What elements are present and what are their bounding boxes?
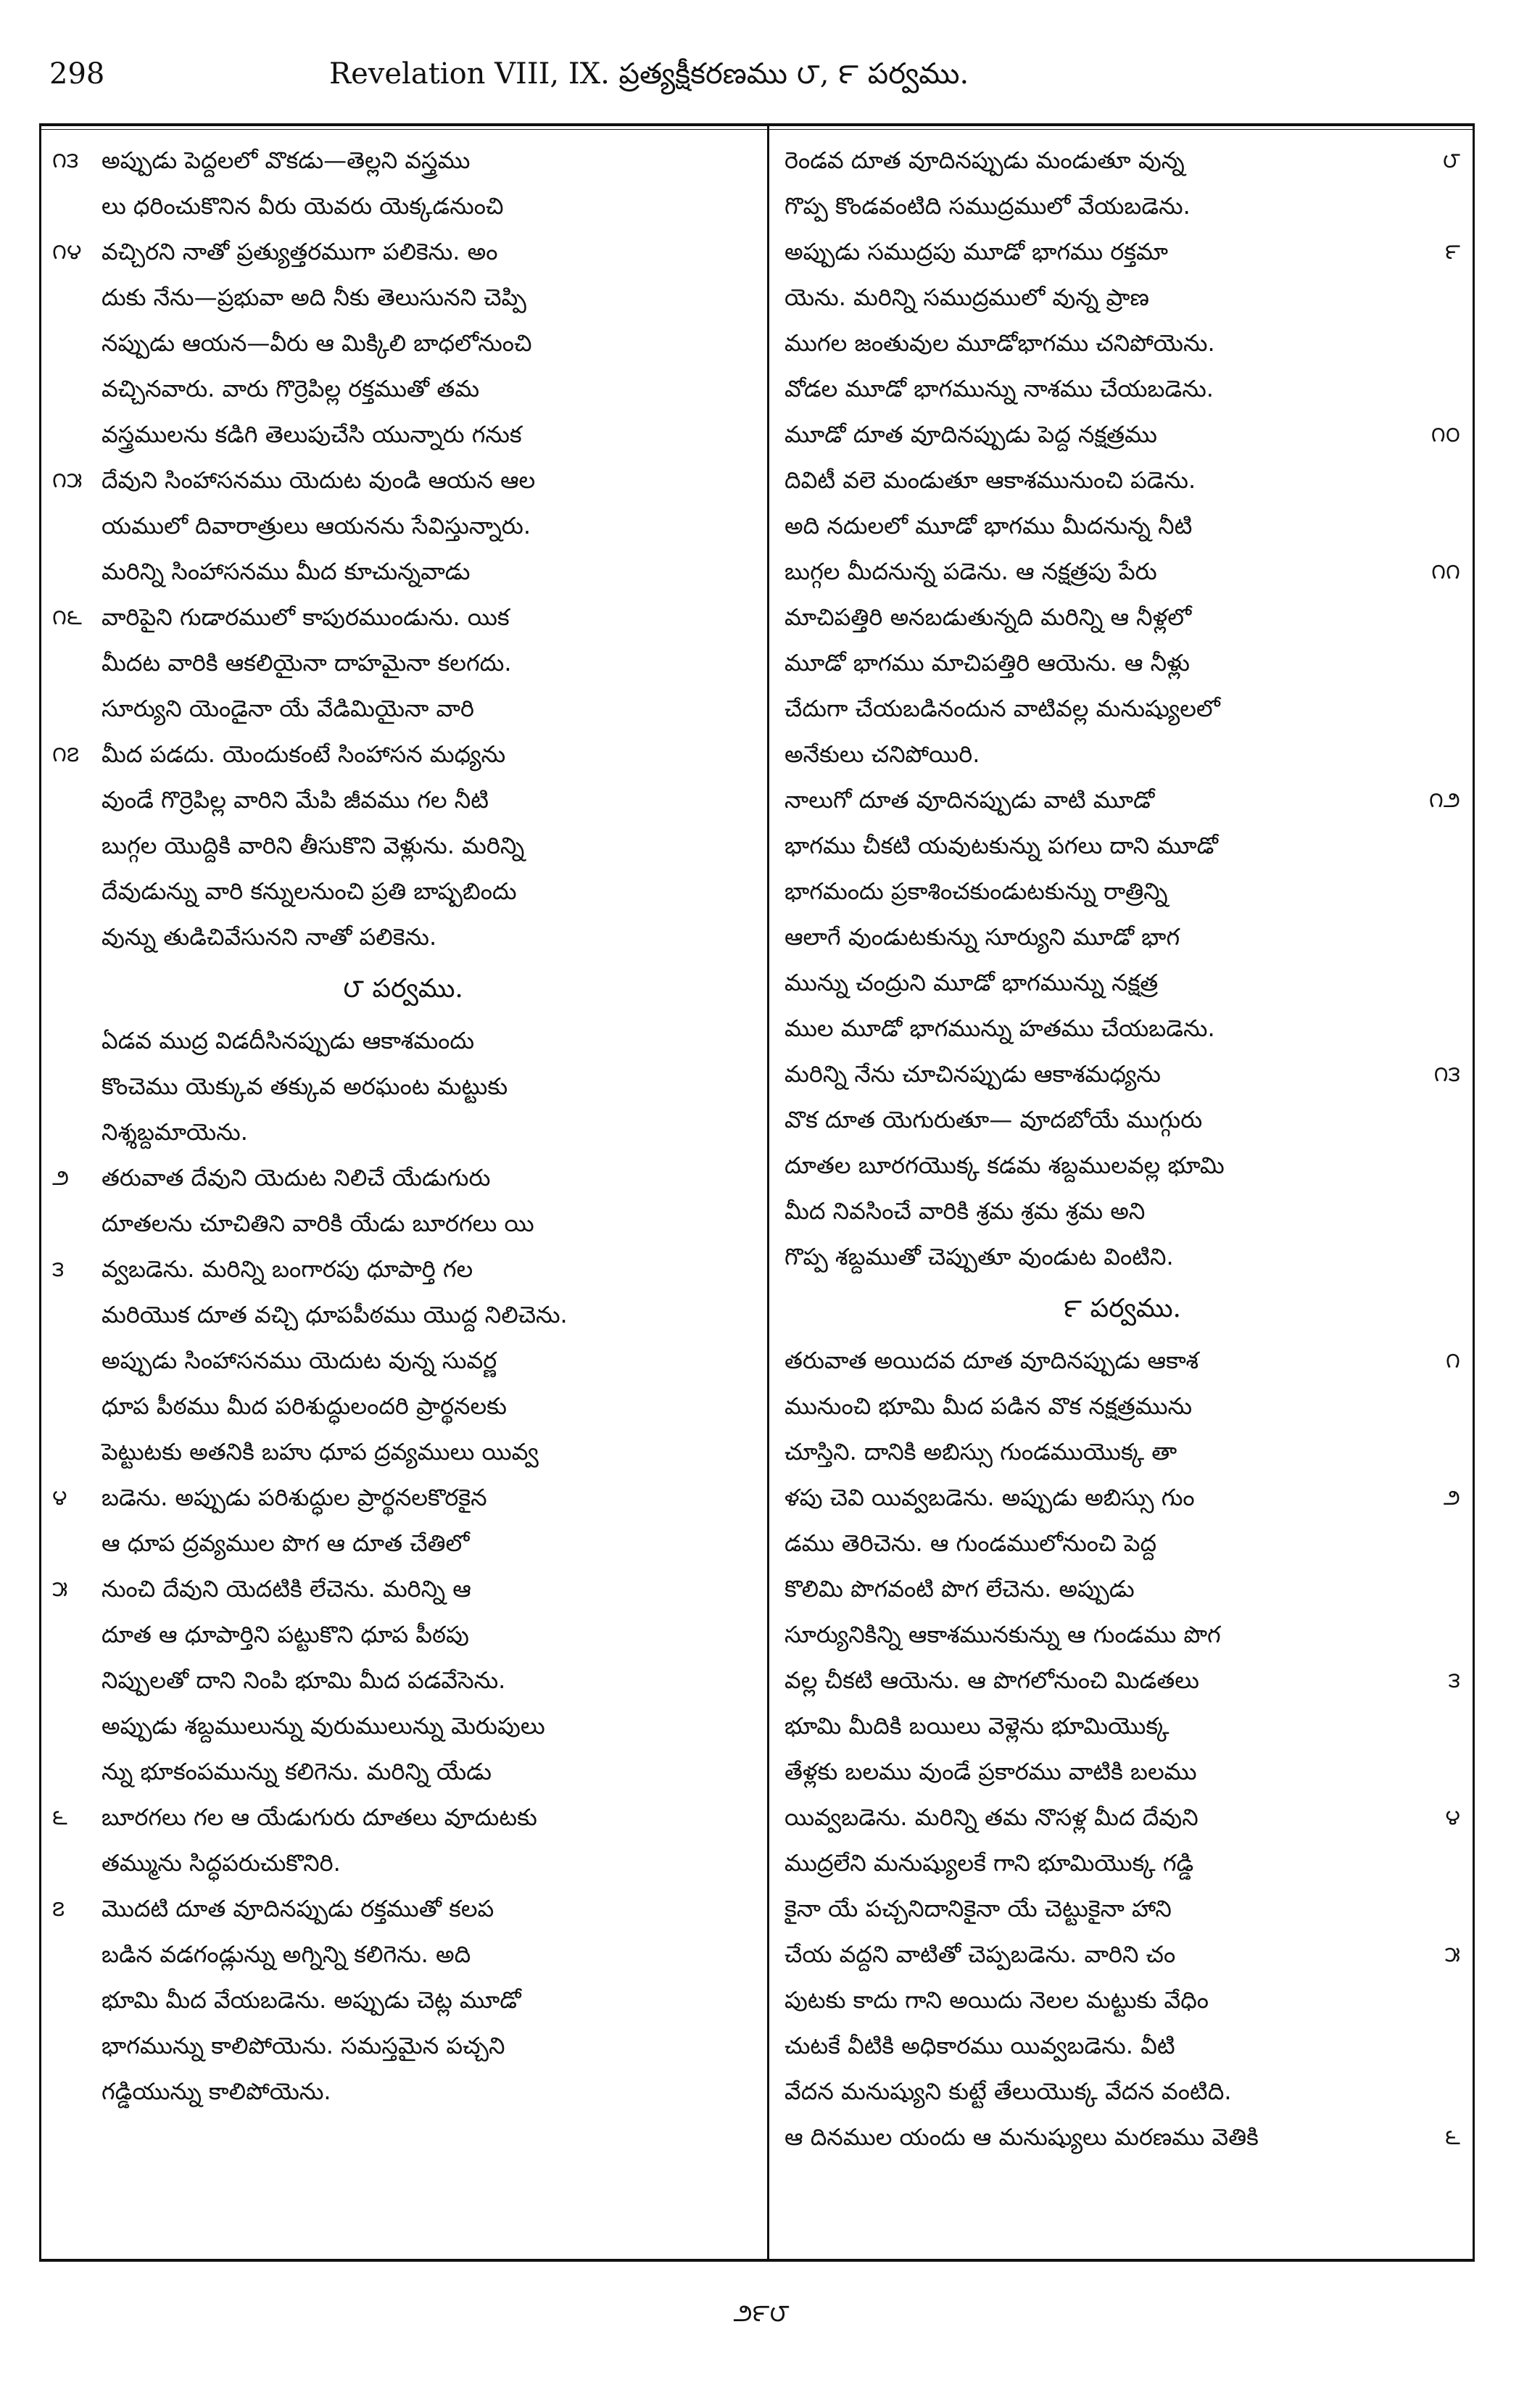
page-header	[39, 45, 1496, 103]
line-text: భాగము చీకటి యవుటకున్ను పగలు దాని మూడో	[785, 832, 1218, 859]
line-text: డము తెరిచెను. ఆ గుండములోనుంచి పెద్ద	[785, 1529, 1157, 1557]
line-text: పెట్టుటకు అతనికి బహు ధూప ద్రవ్యములు యివ్వ	[102, 1438, 539, 1466]
line-text: బుగ్గల యొద్దికి వారిని తీసుకొని వెళ్లును. మరిన్ని	[102, 832, 525, 859]
line-text: పుటకు కాదు గాని అయిదు నెలల మట్టుకు వేధిం	[785, 1986, 1209, 2014]
verse-number: ౩	[1448, 1668, 1460, 1693]
line-text: వచ్చినవారు. వారు గొర్రెపిల్ల రక్తముతో తమ	[102, 375, 480, 402]
text-line	[52, 1247, 754, 1292]
text-line	[52, 1201, 754, 1247]
text-line	[785, 503, 1460, 549]
text-line	[785, 1097, 1460, 1143]
line-text: బడెను. అప్పుడు పరిశుద్ధుల ప్రార్థనలకొరకైన	[102, 1484, 487, 1511]
line-text: వచ్చిరని నాతో ప్రత్యుత్తరముగా పలికెను. అం	[102, 238, 498, 265]
chapter-heading: ౯ పర్వము.	[1064, 1294, 1181, 1323]
text-line	[785, 640, 1460, 686]
text-line	[52, 1429, 754, 1475]
text-line	[52, 412, 754, 458]
line-text: మీద పడదు. యెందుకంటే సింహాసన మధ్యను	[102, 740, 506, 768]
verse-number: ౮	[1442, 148, 1460, 173]
text-line	[52, 640, 754, 686]
text-line	[52, 1749, 754, 1795]
text-line	[52, 777, 754, 823]
line-text: వ్వబడెను. మరిన్ని బంగారపు ధూపార్తి గల	[102, 1255, 473, 1283]
line-text: మాచిపత్తిరి అనబడుతున్నది మరిన్ని ఆ నీళ్లలో	[785, 603, 1192, 631]
line-text: యివ్వబడెను. మరిన్ని తమ నొసళ్ల మీద దేవుని	[785, 1803, 1199, 1831]
text-line	[785, 1703, 1460, 1749]
verse-number: ౧౩	[1433, 1062, 1460, 1087]
text-line	[785, 321, 1460, 366]
text-line	[52, 1566, 754, 1612]
line-text: వేదన మనుష్యుని కుట్టే తేలుయొక్క వేదన వంటిది.	[785, 2078, 1232, 2105]
text-line	[785, 183, 1460, 229]
text-line	[52, 1977, 754, 2023]
line-text: గొప్ప కొండవంటిది సముద్రములో వేయబడెను.	[785, 192, 1191, 220]
text-line	[785, 777, 1460, 823]
line-text: భూమి మీద వేయబడెను. అప్పుడు చెట్ల మూడో	[102, 1986, 521, 2014]
line-text: ఆలాగే వుండుటకున్ను సూర్యుని మూడో భాగ	[785, 923, 1180, 951]
line-text: మూడో భాగము మాచిపత్తిరి ఆయెను. ఆ నీళ్లు	[785, 649, 1190, 677]
line-text: వున్ను తుడిచివేసునని నాతో పలికెను.	[102, 923, 437, 951]
line-text: వుండే గొర్రెపిల్ల వారిని మేపి జీవము గల నీటి	[102, 786, 489, 814]
text-line	[785, 1006, 1460, 1051]
text-line	[785, 1429, 1460, 1475]
text-line	[52, 1521, 754, 1566]
text-line	[52, 1612, 754, 1658]
line-text: రెండవ దూత వూదినప్పుడు మండుతూ వున్న	[785, 146, 1185, 174]
line-text: బూరగలు గల ఆ యేడుగురు దూతలు వూదుటకు	[102, 1803, 537, 1831]
line-text: యములో దివారాత్రులు ఆయనను సేవిస్తున్నారు.	[102, 512, 531, 540]
line-text: ముల మూడో భాగమున్ను హతము చేయబడెను.	[785, 1014, 1215, 1042]
line-text: బడిన వడగండ్లున్ను అగ్నిన్ని కలిగెను. అది	[102, 1941, 471, 1968]
verse-number: ౨	[1443, 1485, 1460, 1510]
text-line	[785, 960, 1460, 1006]
text-line	[52, 686, 754, 732]
line-text: న్ను భూకంపమున్ను కలిగెను. మరిన్ని యేడు	[102, 1758, 492, 1785]
line-text: దివిటీ వలె మండుతూ ఆకాశమునుంచి పడెను.	[785, 466, 1196, 494]
text-line	[785, 1932, 1460, 1977]
text-line	[785, 1886, 1460, 1932]
text-line	[52, 458, 754, 503]
line-text: తరువాత అయిదవ దూత వూదినప్పుడు ఆకాశ	[785, 1347, 1199, 1374]
text-line	[785, 1338, 1460, 1384]
line-text: చేదుగా చేయబడినందున వాటివల్ల మనుష్యులలో	[785, 695, 1220, 722]
line-text: మరియొక దూత వచ్చి ధూపపీఠము యొద్ద నిలిచెను.	[102, 1301, 568, 1328]
line-text: వొక దూత యెగురుతూ— వూదబోయే ముగ్గురు	[785, 1106, 1203, 1133]
line-text: అనేకులు చనిపోయిరి.	[785, 740, 980, 768]
line-text: అప్పుడు పెద్దలలో వొకడు—తెల్లని వస్త్రము	[102, 146, 471, 174]
verse-number: ౧౫	[52, 468, 83, 493]
text-line	[52, 1932, 754, 1977]
text-line	[52, 1795, 754, 1840]
line-text: దేవుడున్ను వారి కన్నులనుంచి ప్రతి బాష్పబిందు	[102, 877, 517, 905]
text-line	[52, 321, 754, 366]
text-line	[785, 138, 1460, 183]
text-line	[52, 2069, 754, 2115]
line-text: నాలుగో దూత వూదినప్పుడు వాటి మూడో	[785, 786, 1155, 814]
top-rule-thin	[39, 129, 1475, 130]
line-text: ముగల జంతువుల మూడోభాగము చనిపోయెను.	[785, 329, 1215, 357]
verse-number: ౭	[52, 1896, 65, 1922]
text-line	[785, 1521, 1460, 1566]
verse-number: ౪	[52, 1485, 67, 1510]
chapter-heading: ౮ పర్వము.	[343, 974, 463, 1004]
text-line	[52, 1384, 754, 1429]
verse-number: ౪	[1445, 1805, 1460, 1830]
right-border	[1473, 123, 1475, 2262]
line-text: బుగ్గల మీదనున్న పడెను. ఆ నక్షత్రపు పేరు	[785, 558, 1157, 585]
verse-number: ౧౭	[52, 742, 80, 767]
text-line	[785, 229, 1460, 275]
verse-number: ౫	[1444, 1942, 1460, 1967]
column-divider	[767, 123, 769, 2262]
text-line	[785, 1977, 1460, 2023]
text-line	[785, 1566, 1460, 1612]
text-line	[785, 1658, 1460, 1703]
line-text: మున్ను చంద్రుని మూడో భాగమున్ను నక్షత్ర	[785, 969, 1159, 996]
verse-number: ౩	[52, 1257, 65, 1282]
text-line	[785, 595, 1460, 640]
line-text: యెను. మరిన్ని సముద్రములో వున్న ప్రాణ	[785, 284, 1149, 311]
verse-number: ౧౦	[1431, 422, 1460, 447]
text-line	[52, 229, 754, 275]
verse-number: ౧	[1446, 1348, 1460, 1373]
line-text: దేవుని సింహాసనము యెదుట వుండి ఆయన ఆల	[102, 466, 536, 494]
text-line	[52, 138, 754, 183]
line-text: మునుంచి భూమి మీద పడిన వొక నక్షత్రమును	[785, 1392, 1193, 1420]
verse-number: ౧౩	[52, 148, 79, 173]
text-line	[52, 1109, 754, 1155]
text-line	[785, 2069, 1460, 2115]
verse-number: ౬	[52, 1805, 67, 1830]
line-text: మొదటి దూత వూదినప్పుడు రక్తముతో కలప	[102, 1895, 494, 1922]
left-column	[52, 138, 754, 2252]
line-text: భాగమున్ను కాలిపోయెను. సమస్తమైన పచ్చని	[102, 2032, 505, 2059]
text-line	[52, 1886, 754, 1932]
verse-number: ౧౬	[52, 605, 82, 630]
verse-number: ౨	[52, 1165, 70, 1191]
line-text: ఆ దినముల యందు ఆ మనుష్యులు మరణము వెతికి	[785, 2123, 1259, 2151]
text-line	[52, 1155, 754, 1201]
text-line	[52, 183, 754, 229]
text-line	[785, 366, 1460, 412]
line-text: మూడో దూత వూదినప్పుడు పెద్ద నక్షత్రము	[785, 421, 1157, 448]
line-text: అప్పుడు సముద్రపు మూడో భాగము రక్తమా	[785, 238, 1169, 265]
text-line	[52, 914, 754, 960]
text-line	[785, 1475, 1460, 1521]
line-text: మీద నివసించే వారికి శ్రమ శ్రమ శ్రమ అని	[785, 1197, 1146, 1225]
line-text: నిశ్శబ్దమాయెను.	[102, 1118, 248, 1146]
text-line	[52, 1840, 754, 1886]
line-text: లు ధరించుకొనిన వీరు యెవరు యెక్కడనుంచి	[102, 192, 504, 220]
line-text: మీదట వారికి ఆకలియైనా దాహమైనా కలగదు.	[102, 649, 512, 677]
text-line	[785, 1840, 1460, 1886]
line-text: నిప్పులతో దాని నింపి భూమి మీద పడవేసెను.	[102, 1666, 506, 1694]
line-text: కైనా యే పచ్చనిదానికైనా యే చెట్టుకైనా హాని	[785, 1895, 1172, 1922]
text-line	[52, 1064, 754, 1109]
line-text: చేయ వద్దని వాటితో చెప్పబడెను. వారిని చం	[785, 1941, 1176, 1968]
text-line	[785, 686, 1460, 732]
top-rule	[39, 123, 1475, 126]
line-text: మరిన్ని నేను చూచినప్పుడు ఆకాశమధ్యను	[785, 1060, 1161, 1088]
text-line	[785, 458, 1460, 503]
line-text: భాగమందు ప్రకాశించకుండుటకున్ను రాత్రిన్ని	[785, 877, 1168, 905]
text-line	[785, 1143, 1460, 1189]
text-line	[52, 732, 754, 777]
line-text: కొంచెము యెక్కువ తక్కువ అరఘంట మట్టుకు	[102, 1072, 508, 1100]
line-text: నప్పుడు ఆయన—వీరు ఆ మిక్కిలి బాధలోనుంచి	[102, 329, 532, 357]
text-line	[52, 366, 754, 412]
left-border	[39, 123, 41, 2262]
line-text: వారిపైని గుడారములో కాపురముండును. యిక	[102, 603, 510, 631]
line-text: దూత ఆ ధూపార్తిని పట్టుకొని ధూప పీఠపు	[102, 1621, 469, 1648]
text-line	[52, 1292, 754, 1338]
line-text: చూస్తిని. దానికి అబిస్సు గుండముయొక్క తా	[785, 1438, 1177, 1466]
text-line	[52, 2023, 754, 2069]
line-text: సూర్యునికిన్ని ఆకాశమునకున్ను ఆ గుండము పొగ	[785, 1621, 1221, 1648]
line-text: గొప్ప శబ్దముతో చెప్పుతూ వుండుట వింటిని.	[785, 1243, 1174, 1270]
line-text: దూతల బూరగయొక్క కడమ శబ్దములవల్ల భూమి	[785, 1152, 1225, 1179]
right-column	[785, 138, 1460, 2252]
text-line	[785, 1384, 1460, 1429]
line-text: తమ్మును సిద్ధపరుచుకొనిరి.	[102, 1849, 341, 1877]
line-text: ఏడవ ముద్ర విడదీసినప్పుడు ఆకాశమందు	[102, 1027, 475, 1054]
text-line	[785, 2023, 1460, 2069]
line-text: దుకు నేను—ప్రభువా అది నీకు తెలుసునని చెప్పి	[102, 284, 526, 311]
line-text: ఆ ధూప ద్రవ్యముల పొగ ఆ దూత చేతిలో	[102, 1529, 470, 1557]
text-line	[52, 503, 754, 549]
text-line	[52, 1338, 754, 1384]
line-text: వస్త్రములను కడిగి తెలుపుచేసి యున్నారు గనుక	[102, 421, 522, 448]
verse-number: ౫	[52, 1576, 68, 1602]
text-line	[785, 549, 1460, 595]
line-text: వోడల మూడో భాగమున్ను నాశము చేయబడెను.	[785, 375, 1214, 402]
text-line	[785, 869, 1460, 914]
line-text: సూర్యుని యెండైనా యే వేడిమియైనా వారి	[102, 695, 475, 722]
text-line	[52, 549, 754, 595]
verse-number: ౧౧	[1431, 559, 1460, 584]
line-text: ముద్రలేని మనుష్యులకే గాని భూమియొక్క గడ్డి	[785, 1849, 1194, 1877]
text-line	[52, 1475, 754, 1521]
line-text: భూమి మీదికి బయిలు వెళ్లెను భూమియొక్క	[785, 1712, 1170, 1740]
text-line	[785, 1749, 1460, 1795]
bottom-rule	[39, 2259, 1475, 2262]
verse-number: ౧౪	[52, 239, 82, 265]
line-text: అప్పుడు సింహాసనము యెదుట వున్న సువర్ణ	[102, 1347, 497, 1374]
text-line	[52, 869, 754, 914]
line-text: ళపు చెవి యివ్వబడెను. అప్పుడు అబిస్సు గుం	[785, 1484, 1195, 1511]
text-line	[52, 823, 754, 869]
text-line	[785, 732, 1460, 777]
line-text: దూతలను చూచితిని వారికి యేడు బూరగలు యి	[102, 1210, 534, 1237]
running-title: Revelation VIII, IX. ప్రత్యక్షీకరణము ౮, ౯ పర్వము.	[329, 57, 969, 91]
text-line	[52, 275, 754, 321]
line-text: తరువాత దేవుని యెదుట నిలిచే యేడుగురు	[102, 1164, 491, 1191]
text-line	[52, 1658, 754, 1703]
text-line	[785, 1234, 1460, 1280]
text-line	[785, 1795, 1460, 1840]
line-text: అది నదులలో మూడో భాగము మీదనున్న నీటి	[785, 512, 1193, 540]
verse-number: ౧౨	[1428, 788, 1460, 813]
verse-number: ౬	[1445, 2125, 1460, 2150]
line-text: అప్పుడు శబ్దములున్ను వురుములున్ను మెరుపులు	[102, 1712, 545, 1740]
text-line	[52, 1703, 754, 1749]
text-line	[785, 275, 1460, 321]
verse-number: ౯	[1445, 239, 1460, 265]
text-line	[785, 1612, 1460, 1658]
text-line	[785, 1051, 1460, 1097]
line-text: మరిన్ని సింహాసనము మీద కూచున్నవాడు	[102, 558, 471, 585]
line-text: తేళ్లకు బలము వుండే ప్రకారము వాటికి బలము	[785, 1758, 1197, 1785]
line-text: ధూప పీఠము మీద పరిశుద్ధులందరి ప్రార్థనలకు	[102, 1392, 507, 1420]
text-line	[785, 823, 1460, 869]
line-text: గడ్డియున్ను కాలిపోయెను.	[102, 2078, 331, 2105]
line-text: చుటకే వీటికి అధికారము యివ్వబడెను. వీటి	[785, 2032, 1175, 2059]
text-line	[52, 1018, 754, 1064]
line-text: వల్ల చీకటి ఆయెను. ఆ పొగలోనుంచి మిడతలు	[785, 1666, 1199, 1694]
line-text: కొలిమి పొగవంటి పొగ లేచెను. అప్పుడు	[785, 1575, 1135, 1603]
footer-signature: ౨౯౮	[733, 2299, 790, 2328]
page-number: 298	[49, 57, 105, 91]
text-line	[785, 1189, 1460, 1234]
text-line	[785, 2115, 1460, 2160]
text-line	[785, 914, 1460, 960]
text-line	[785, 412, 1460, 458]
line-text: నుంచి దేవుని యెదటికి లేచెను. మరిన్ని ఆ	[102, 1575, 471, 1603]
text-line	[52, 595, 754, 640]
